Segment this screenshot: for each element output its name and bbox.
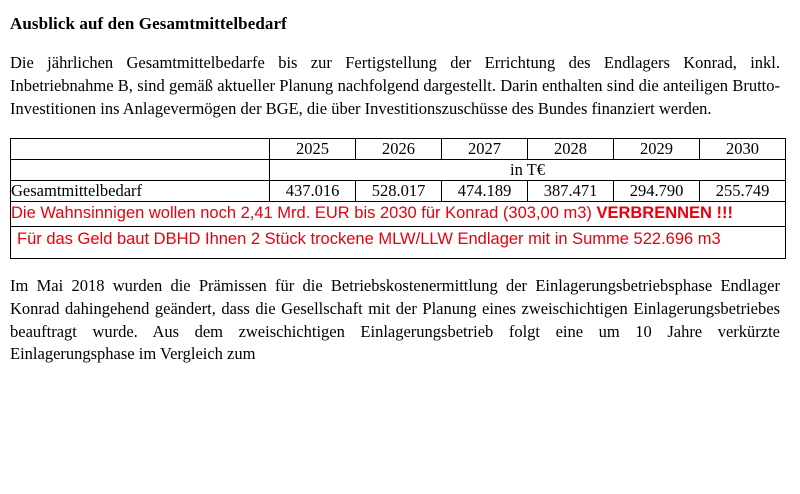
- unit-row-empty-cell: [11, 160, 270, 181]
- annotation-line-1: [11, 202, 786, 227]
- unit-label: in T€: [270, 160, 786, 181]
- budget-table: [10, 138, 786, 259]
- value-2026: 528.017: [356, 181, 442, 202]
- paragraph-intro: Die jährlichen Gesamtmittelbedarfe bis zur Fertigstellung der Errichtung des Endlagers Konrad, inkl. Inbetriebnahme B, sind gemäß aktueller Planung nachfolgend dargestellt. Darin enthalten sind die anteiligen Brutto-Investitionen ins Anlagevermögen der BGE, die über Investitionszuschüsse des Bundes finanziert werden.: [10, 53, 780, 118]
- value-2028: 387.471: [528, 181, 614, 202]
- document-page: [0, 14, 800, 494]
- header-corner-cell: [11, 139, 270, 160]
- annotation-line-1-emphasis: VERBRENNEN !!!: [596, 204, 734, 223]
- page-title: Ausblick auf den Gesamtmittelbedarf: [10, 14, 287, 33]
- table-unit-row: [11, 160, 786, 181]
- value-2025: 437.016: [270, 181, 356, 202]
- annotation-row-1: [11, 202, 786, 227]
- column-header-2030: 2030: [700, 139, 786, 160]
- annotation-line-2: Für das Geld baut DBHD Ihnen 2 Stück trockene MLW/LLW Endlager mit in Summe 522.696 m3: [11, 227, 786, 259]
- value-2029: 294.790: [614, 181, 700, 202]
- row-label-gesamtmittelbedarf: Gesamtmittelbedarf: [11, 181, 270, 202]
- table-header-row: [11, 139, 786, 160]
- annotation-row-2: [11, 227, 786, 259]
- annotation-line-1-text: Die Wahnsinnigen wollen noch 2,41 Mrd. EUR bis 2030 für Konrad (303,00 m3): [11, 204, 597, 223]
- column-header-2027: 2027: [442, 139, 528, 160]
- column-header-2025: 2025: [270, 139, 356, 160]
- table-row: [11, 181, 786, 202]
- column-header-2028: 2028: [528, 139, 614, 160]
- value-2027: 474.189: [442, 181, 528, 202]
- column-header-2026: 2026: [356, 139, 442, 160]
- paragraph-betriebskosten: Im Mai 2018 wurden die Prämissen für die Betriebskostenermittlung der Einlagerungsbetriebsphase Endlager Konrad dahingehend geändert, dass die Gesellschaft mit der Planung eines zweischichtigen Einlagerungsbetriebes beauftragt wurde. Aus dem zweischichtigen Einlagerungsbetrieb folgt eine um 10 Jahre verkürzte Einlagerungsphase im Vergleich zum: [10, 276, 780, 364]
- column-header-2029: 2029: [614, 139, 700, 160]
- value-2030: 255.749: [700, 181, 786, 202]
